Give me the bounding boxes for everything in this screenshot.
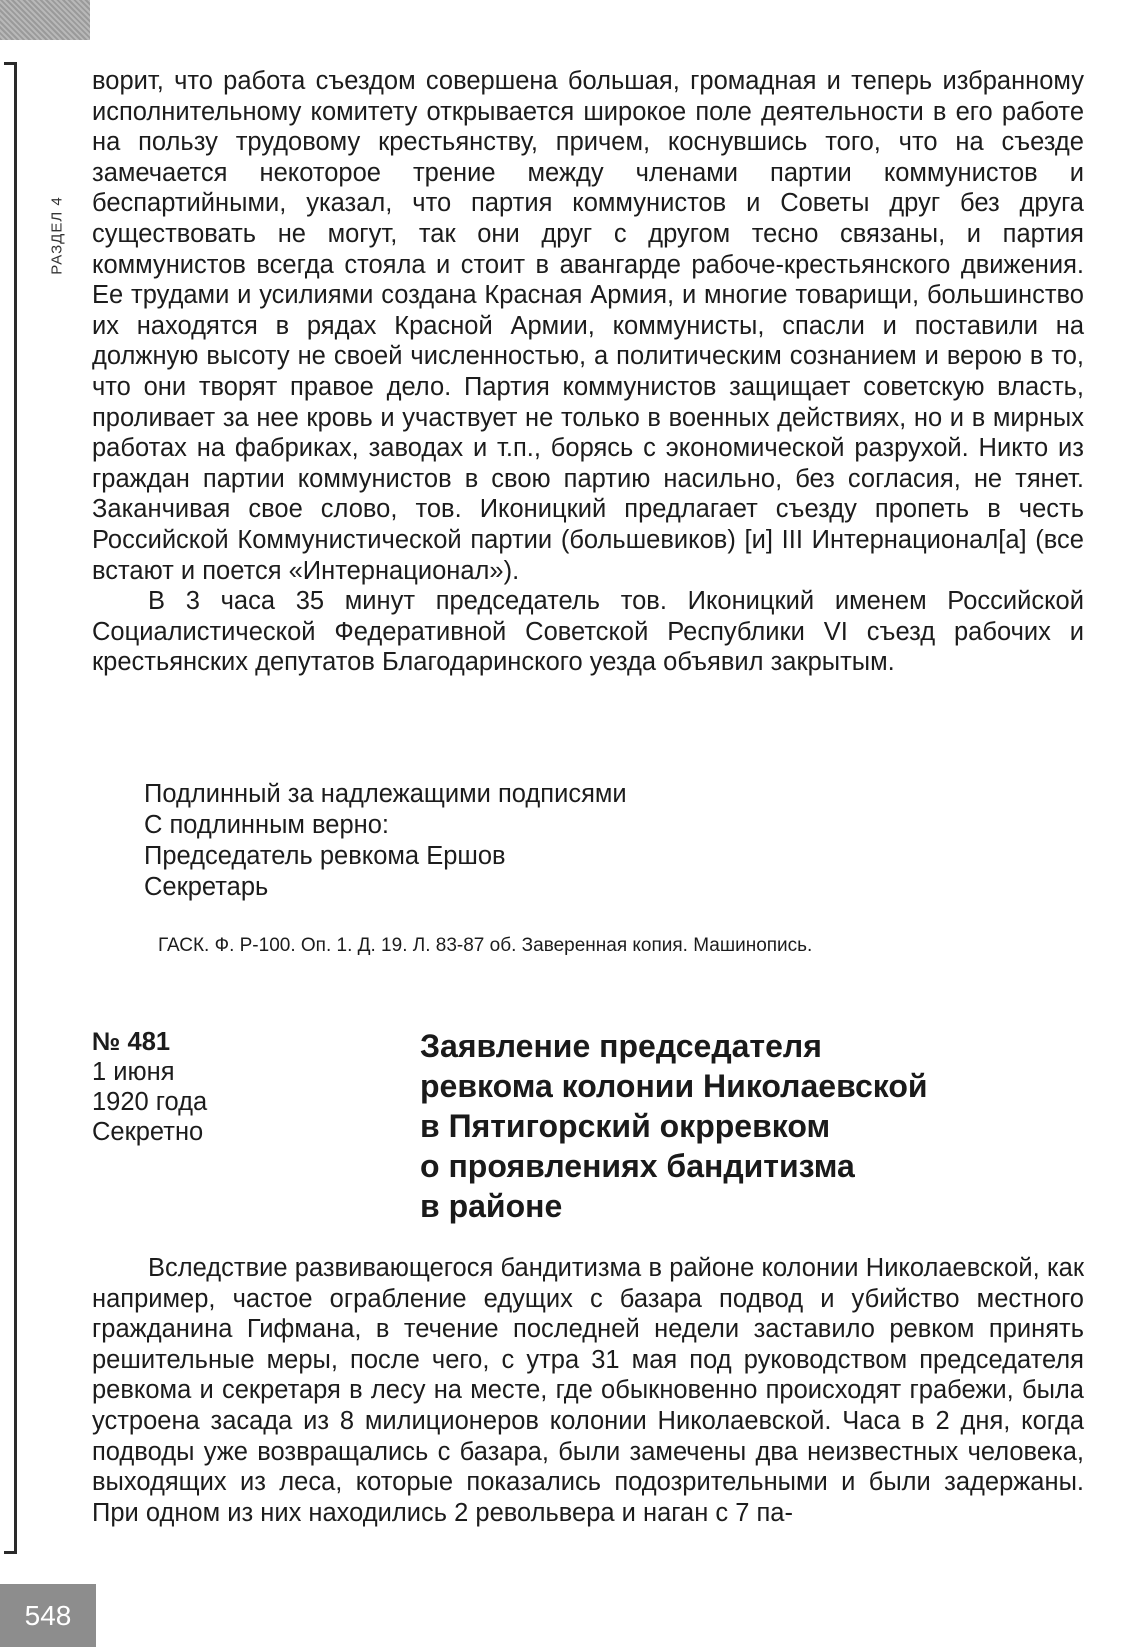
- signature-block: [144, 779, 627, 903]
- signature-line-chairman: Председатель ревкома Ершов: [144, 842, 506, 870]
- document-title-line: о проявлениях бандитизма: [420, 1148, 855, 1184]
- document-title-line: Заявление председателя: [420, 1028, 822, 1064]
- page-number-box: [0, 1584, 96, 1647]
- section-label-text: РАЗДЕЛ 4: [48, 195, 66, 275]
- document-number: № 481: [92, 1028, 171, 1056]
- signature-line-secretary: Секретарь: [144, 873, 269, 901]
- corner-tab-decoration: [0, 0, 90, 40]
- section-side-bracket: [4, 62, 17, 1554]
- document-title: [420, 1026, 1100, 1226]
- document-classification: Секретно: [92, 1118, 204, 1146]
- section-side-label: [44, 170, 70, 300]
- document-title-line: ревкома колонии Николаевской: [420, 1068, 928, 1104]
- document-meta: [92, 1027, 207, 1147]
- document-date-year: 1920 года: [92, 1088, 208, 1116]
- document-body-text: [92, 1253, 1084, 1528]
- document-title-line: в районе: [420, 1188, 563, 1224]
- continuation-paragraph-2: В 3 часа 35 минут председатель тов. Иконицкий именем Российской Социалистической Федеративной Советской Республики VI съезд рабочих и крестьянских депутатов Благодаринского уезда объявил закрытым.: [92, 587, 1084, 677]
- page-number: 548: [24, 1599, 72, 1631]
- continuation-text: [92, 66, 1084, 678]
- document-title-line: в Пятигорский окрревком: [420, 1108, 831, 1144]
- archive-source-note: ГАСК. Ф. Р-100. Оп. 1. Д. 19. Л. 83-87 об. Заверенная копия. Машинопись.: [158, 935, 813, 956]
- continuation-paragraph-1: ворит, что работа съездом совершена большая, громадная и теперь избранному исполнительному комитету открывается широкое поле деятельности в его работе на пользу трудовому крестьянству, причем, коснувшись того, что на съезде замечается некоторое трение между членами партии коммунистов и беспартийными, указал, что партия коммунистов и Советы друг без друга существовать не могут, так они друг с другом тесно связаны, и партия коммунистов всегда стояла и стоит в авангарде рабоче-крестьянского движения. Ее трудами и усилиями создана Красная Армия, и многие товарищи, большинство их находятся в рядах Красной Армии, коммунисты, спасли и поставили на должную высоту не своей численностью, а политическим сознанием и верою в то, что они творят правое дело. Партия коммунистов защищает советскую власть, проливает за нее кровь и участвует не только в военных действиях, но и в мирных работах на фабриках, заводах и т.п., борясь с экономической разрухой. Никто из граждан партии коммунистов в свою партию насильно, без согласия, не тянет. Заканчивая свое слово, тов. Иконицкий предлагает съезду пропеть в честь Российской Коммунистической партии (большевиков) [и] III Интернационал[а] (все встают и поется «Интернационал»).: [92, 67, 1084, 585]
- signature-line-certified: С подлинным верно:: [144, 811, 390, 839]
- document-date-day: 1 июня: [92, 1058, 175, 1086]
- signature-line-original: Подлинный за надлежащими подписями: [144, 780, 627, 808]
- document-body-paragraph: Вследствие развивающегося бандитизма в районе колонии Николаевской, как например, частое ограбление едущих с базара подвод и убийство местного гражданина Гифмана, в течение последней недели заставило ревком принять решительные меры, после чего, с утра 31 мая под руководством председателя ревкома и секретаря в лесу на месте, где обыкновенно происходят грабежи, была устроена засада из 8 милиционеров колонии Николаевской. Часа в 2 дня, когда подводы уже возвращались с базара, были замечены два неизвестных человека, выходящих из леса, которые показались подозрительными и были задержаны. При одном из них находились 2 револьвера и наган с 7 па-: [92, 1254, 1084, 1527]
